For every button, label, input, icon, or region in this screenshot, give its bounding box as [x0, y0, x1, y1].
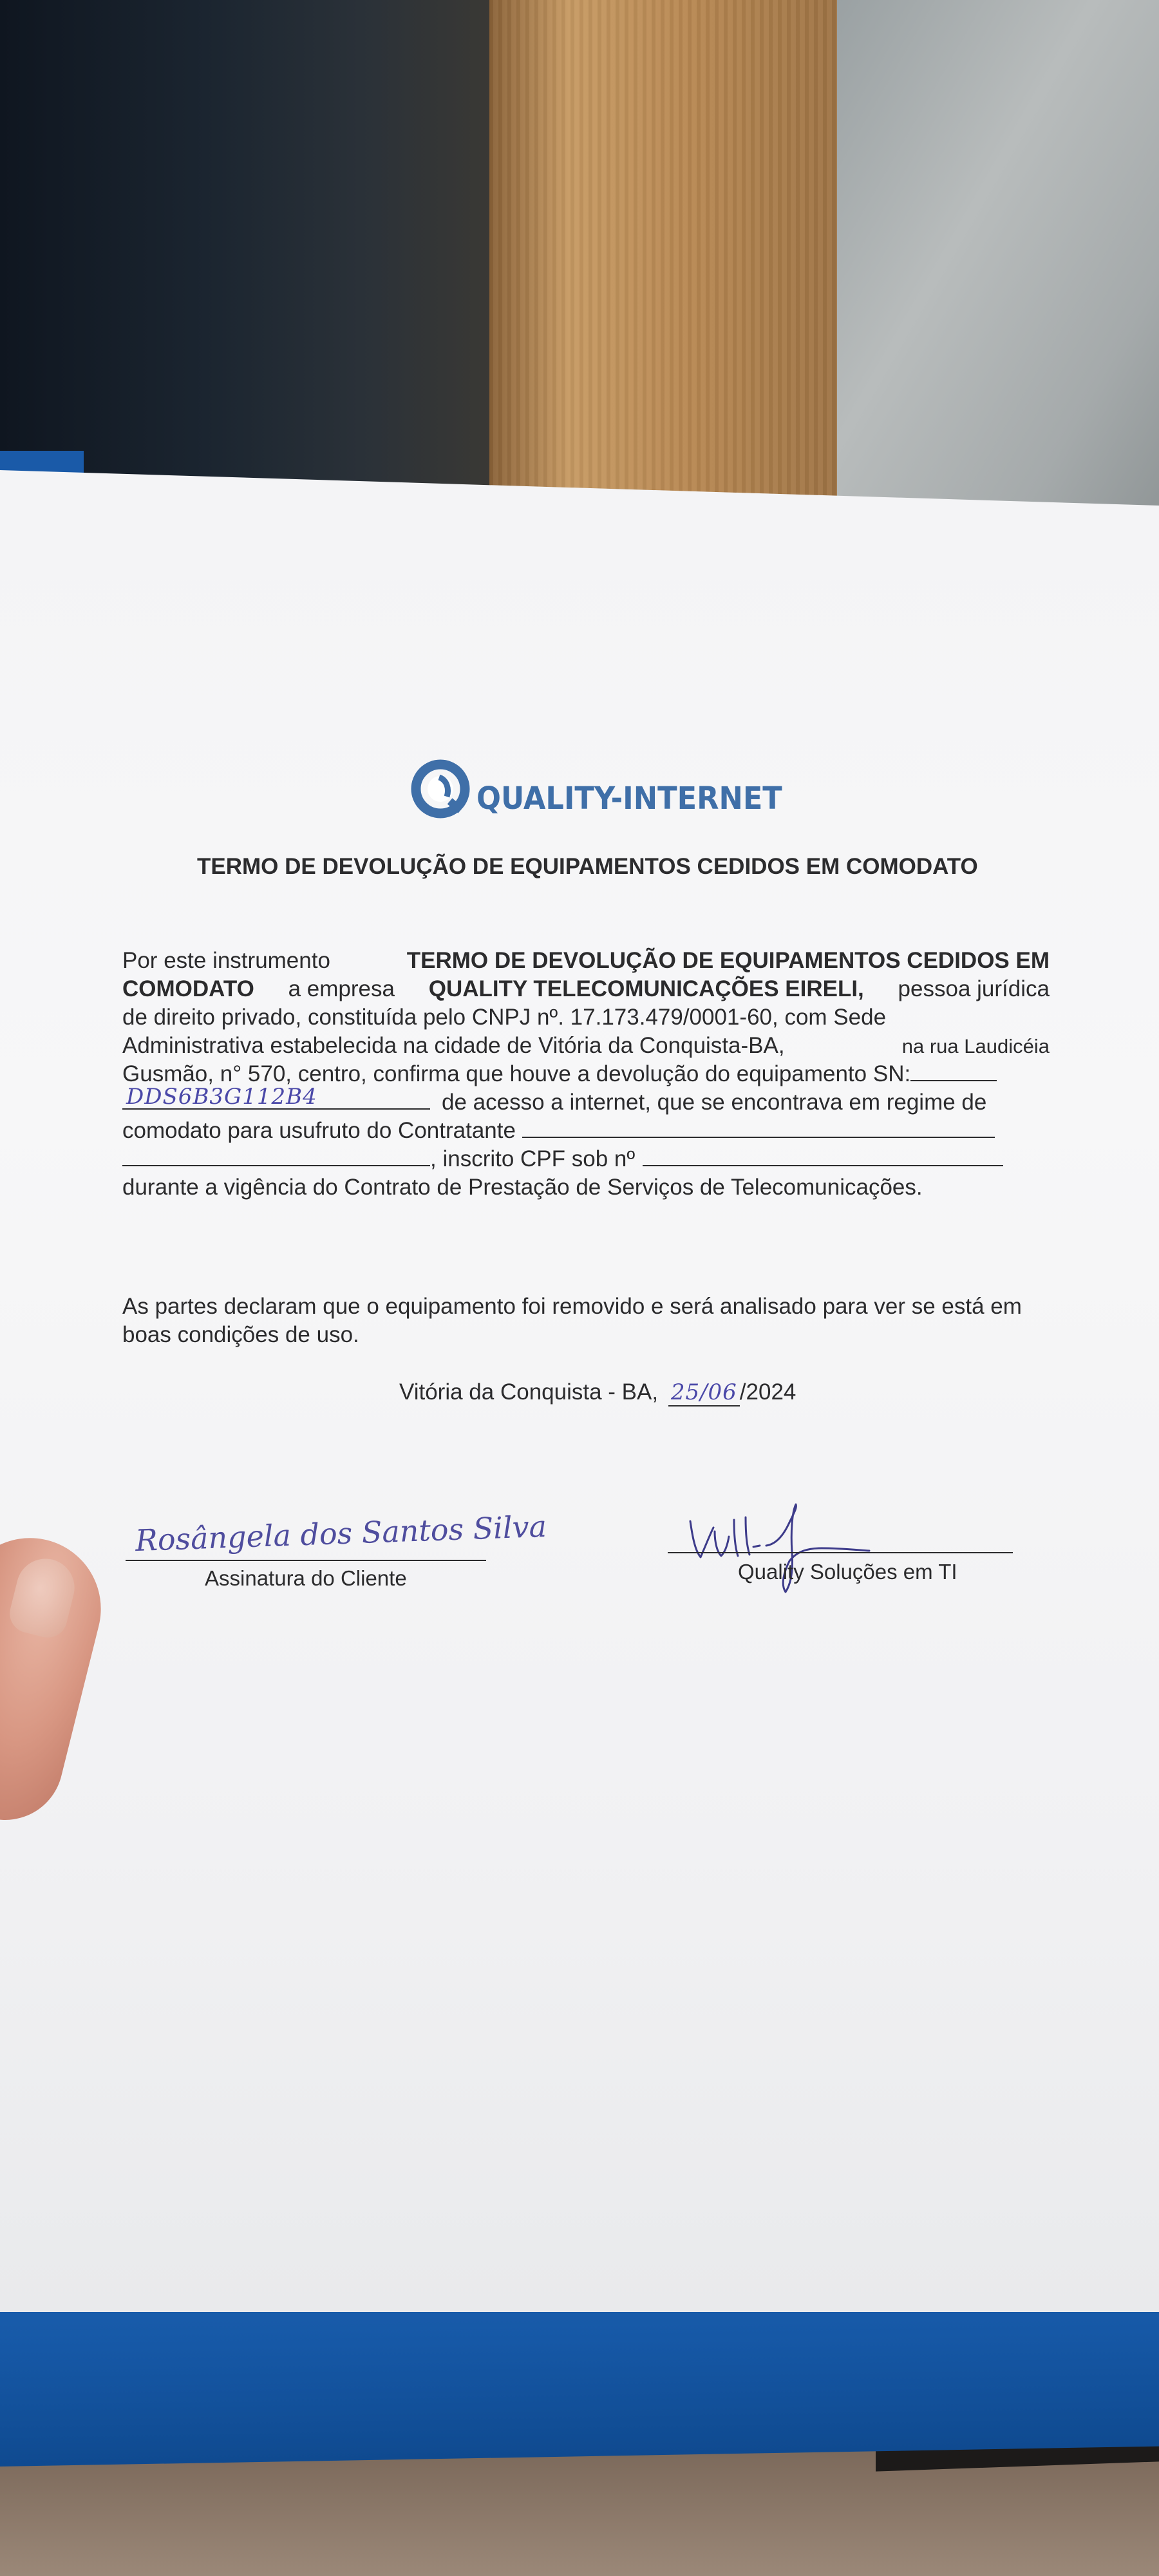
text-fragment: , inscrito CPF sob nº — [430, 1146, 636, 1171]
text-line — [122, 1320, 1050, 1349]
contractor-name-blank — [522, 1117, 995, 1138]
paragraph-declaration — [122, 1292, 1050, 1349]
logo-text: QUALITY-INTERNET — [476, 781, 782, 817]
text-line — [122, 1032, 1050, 1060]
background-dark-area — [0, 0, 515, 502]
client-signature: Rosângela dos Santos Silva — [135, 1508, 547, 1558]
text-fragment-bold: TERMO DE DEVOLUÇÃO DE EQUIPAMENTOS CEDIDOS EM — [406, 948, 1050, 973]
serial-blank — [910, 1061, 997, 1081]
company-signature — [676, 1481, 895, 1604]
contractor-name-blank-2 — [122, 1146, 430, 1166]
date-year: /2024 — [739, 1379, 796, 1405]
text-fragment: As partes declaram que o equipamento foi removido e será analisado para ver se está em — [122, 1294, 1022, 1319]
q-logo-icon — [410, 758, 474, 822]
text-line — [122, 1084, 1050, 1117]
text-fragment-bold: COMODATO — [122, 976, 254, 1001]
text-fragment: na rua Laudicéia — [901, 1035, 1050, 1057]
text-line — [122, 1173, 1050, 1202]
place-and-date — [399, 1379, 796, 1406]
text-line — [122, 1145, 1050, 1173]
document-title: TERMO DE DEVOLUÇÃO DE EQUIPAMENTOS CEDIDOS EM COMODATO — [197, 854, 978, 879]
text-fragment: Por este instrumento — [122, 948, 330, 973]
text-fragment: Administrativa estabelecida na cidade de Vitória da Conquista-BA, — [122, 1033, 785, 1058]
text-line — [122, 947, 1050, 975]
text-line — [122, 975, 1050, 1003]
cpf-blank — [643, 1146, 1003, 1166]
client-signature-line — [126, 1560, 486, 1561]
text-fragment-group — [442, 1088, 1050, 1117]
text-fragment: durante a vigência do Contrato de Prestação de Serviços de Telecomunicações. — [122, 1175, 923, 1200]
client-signature-label: Assinatura do Cliente — [205, 1566, 407, 1590]
text-fragment: pessoa jurídica — [898, 976, 1050, 1001]
company-logo — [410, 755, 806, 826]
text-line — [122, 1003, 1050, 1032]
text-fragment: boas condições de uso. — [122, 1322, 359, 1347]
date-field — [668, 1379, 740, 1406]
text-fragment-bold: QUALITY TELECOMUNICAÇÕES EIRELI, — [428, 976, 864, 1001]
background-wood-plank — [489, 0, 850, 535]
serial-field — [122, 1084, 430, 1110]
serial-number-handwritten: DDS6B3G112B4 — [126, 1084, 317, 1110]
company-signature-line — [668, 1552, 1013, 1553]
text-fragment: comodato para usufruto do Contratante — [122, 1118, 516, 1143]
date-handwritten: 25/06 — [670, 1379, 737, 1405]
company-signature-label: Quality Soluções em TI — [738, 1560, 957, 1584]
text-line — [122, 1117, 1050, 1145]
text-fragment: Gusmão, n° 570, centro, confirma que houve a devolução do equipamento SN: — [122, 1061, 911, 1086]
background-concrete-wall — [837, 0, 1159, 554]
text-fragment: de direito privado, constituída pelo CNPJ nº. 17.173.479/0001-60, com Sede — [122, 1005, 887, 1030]
text-line — [122, 1292, 1050, 1320]
text-fragment: de acesso a internet, que se encontrava em regime de — [442, 1090, 987, 1115]
place-text: Vitória da Conquista - BA, — [399, 1379, 659, 1405]
paragraph-main — [122, 947, 1050, 1202]
text-fragment: a empresa — [288, 976, 395, 1001]
